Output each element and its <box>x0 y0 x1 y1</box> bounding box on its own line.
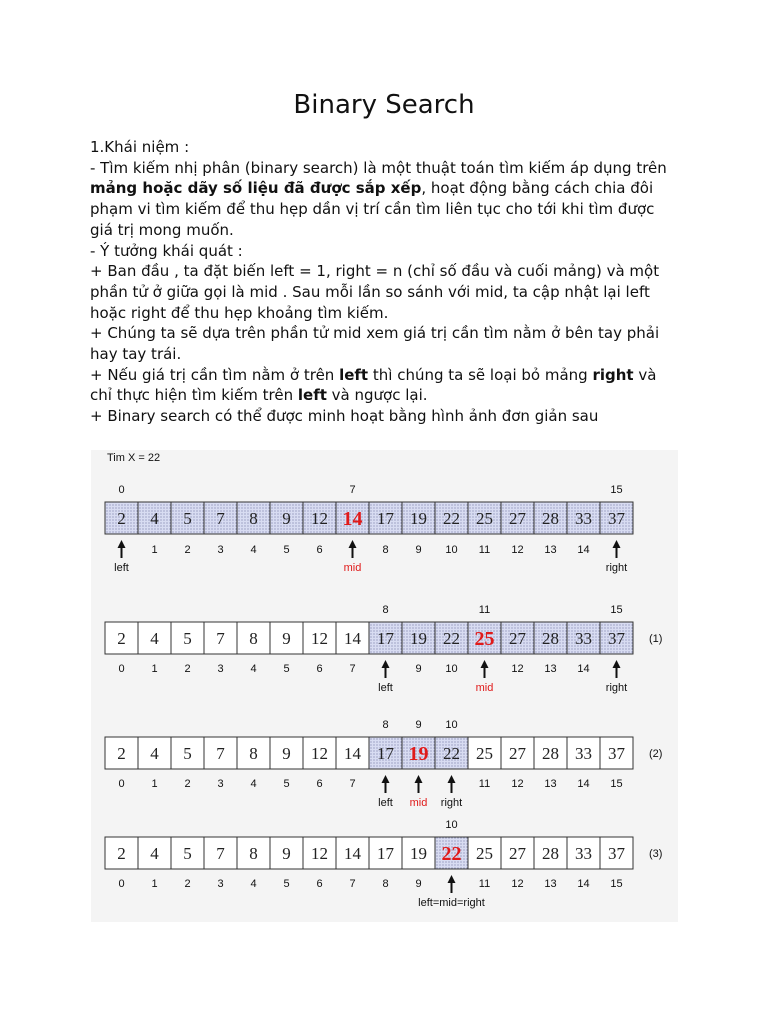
pointer-arrow-head <box>349 540 357 548</box>
text-line <box>90 158 690 179</box>
index-label: 1 <box>151 778 158 790</box>
cell-value: 14 <box>344 629 361 648</box>
index-label: 5 <box>283 778 290 790</box>
cell-value: 7 <box>216 744 225 763</box>
cell-value: 8 <box>249 744 258 763</box>
cell-value: 33 <box>575 844 592 863</box>
cell-value: 27 <box>509 744 526 763</box>
text-line <box>90 178 690 199</box>
cell-value: 37 <box>608 629 625 648</box>
cell-value: 27 <box>509 844 526 863</box>
cell-value: 17 <box>377 509 394 528</box>
text-segment: hoặc right để thu hẹp khoảng tìm kiếm. <box>90 303 389 322</box>
pointer-index-label: 8 <box>382 719 389 731</box>
cell-value: 22 <box>443 509 460 528</box>
pointer-arrow-head <box>448 775 456 783</box>
index-label: 3 <box>217 663 224 675</box>
cell-value: 37 <box>608 844 625 863</box>
cell-value: 28 <box>542 744 559 763</box>
text-segment: , hoạt động bằng cách chia đôi <box>421 179 654 198</box>
index-label: 0 <box>118 778 125 790</box>
text-line <box>90 303 690 324</box>
index-label: 14 <box>577 663 590 675</box>
cell-value: 2 <box>117 844 126 863</box>
text-segment: + Binary search có thể được minh hoạt bằng hình ảnh đơn giản sau <box>90 407 599 426</box>
index-label: 6 <box>316 778 323 790</box>
index-label: 11 <box>478 544 491 556</box>
index-label: 9 <box>415 878 422 890</box>
bold-text: mảng hoặc dãy số liệu đã được sắp xếp <box>90 179 422 198</box>
index-label: 4 <box>250 544 257 556</box>
text-line <box>90 344 690 365</box>
pointer-index-label: 15 <box>610 604 623 616</box>
pointer-label: mid <box>343 562 362 574</box>
index-label: 2 <box>184 878 191 890</box>
cell-value: 27 <box>509 509 526 528</box>
cell-value: 9 <box>282 844 291 863</box>
index-label: 6 <box>316 878 323 890</box>
cell-value: 8 <box>249 509 258 528</box>
cell-value: 12 <box>311 744 328 763</box>
text-segment: thì chúng ta sẽ loại bỏ mảng <box>368 365 593 384</box>
index-label: 6 <box>316 544 323 556</box>
pointer-label: right <box>440 797 463 809</box>
cell-value: 4 <box>150 629 159 648</box>
cell-value: 25 <box>476 509 493 528</box>
index-label: 13 <box>544 663 557 675</box>
index-label: 15 <box>610 778 623 790</box>
cell-value: 2 <box>117 629 126 648</box>
cell-value: 4 <box>150 744 159 763</box>
index-label: 4 <box>250 778 257 790</box>
text-line <box>90 282 690 303</box>
index-label: 11 <box>478 878 491 890</box>
pointer-label: mid <box>475 682 494 694</box>
index-label: 1 <box>151 878 158 890</box>
text-line <box>90 406 690 427</box>
pointer-index-label: 8 <box>382 604 389 616</box>
cell-value: 17 <box>377 744 394 763</box>
step-label: (1) <box>649 633 663 645</box>
index-label: 14 <box>577 778 590 790</box>
text-segment: 1.Khái niệm : <box>90 138 190 156</box>
pointer-arrow-head <box>415 775 423 783</box>
cell-value: 14 <box>344 844 361 863</box>
index-label: 13 <box>544 878 557 890</box>
cell-value: 2 <box>117 744 126 763</box>
index-label: 8 <box>382 544 389 556</box>
binary-search-diagram <box>91 450 678 922</box>
index-label: 5 <box>283 544 290 556</box>
cell-value: 25 <box>476 744 493 763</box>
index-label: 3 <box>217 778 224 790</box>
cell-value: 19 <box>410 509 427 528</box>
cell-value: 37 <box>608 744 625 763</box>
cell-value: 28 <box>542 844 559 863</box>
index-label: 9 <box>415 663 422 675</box>
text-line <box>90 365 690 386</box>
bold-text: left <box>297 386 327 405</box>
step-label: (2) <box>649 748 663 760</box>
cell-value: 22 <box>443 744 460 763</box>
index-label: 7 <box>349 663 356 675</box>
index-label: 12 <box>511 778 524 790</box>
index-label: 3 <box>217 878 224 890</box>
index-label: 0 <box>118 663 125 675</box>
cell-value: 14 <box>344 744 361 763</box>
pointer-arrow-head <box>613 540 621 548</box>
cell-value: 17 <box>377 629 394 648</box>
index-label: 12 <box>511 663 524 675</box>
pointer-index-label: 11 <box>478 604 491 616</box>
cell-value: 7 <box>216 509 225 528</box>
index-label: 7 <box>349 878 356 890</box>
pointer-index-label: 15 <box>610 484 623 496</box>
cell-value: 8 <box>249 629 258 648</box>
cell-value: 4 <box>150 509 159 528</box>
cell-value: 4 <box>150 844 159 863</box>
cell-value: 5 <box>183 629 192 648</box>
pointer-arrow-head <box>382 660 390 668</box>
text-segment: phạm vi tìm kiếm để thu hẹp dần vị trí cần tìm liên tục cho tới khi tìm được <box>90 200 655 219</box>
text-line <box>90 241 690 262</box>
cell-value: 17 <box>377 844 394 863</box>
index-label: 7 <box>349 778 356 790</box>
cell-value: 5 <box>183 509 192 528</box>
mid-value: 25 <box>474 628 495 650</box>
cell-value: 7 <box>216 844 225 863</box>
page-title: Binary Search <box>293 90 475 120</box>
text-segment: giá trị mong muốn. <box>90 220 234 239</box>
index-label: 6 <box>316 663 323 675</box>
text-segment: - Tìm kiếm nhị phân (binary search) là một thuật toán tìm kiếm áp dụng trên <box>90 158 667 177</box>
text-segment: và ngược lại. <box>326 386 428 405</box>
cell-value: 9 <box>282 629 291 648</box>
cell-value: 28 <box>542 509 559 528</box>
text-segment: chỉ thực hiện tìm kiếm trên <box>90 386 298 405</box>
index-label: 13 <box>544 544 557 556</box>
cell-value: 5 <box>183 744 192 763</box>
cell-value: 12 <box>311 629 328 648</box>
index-label: 3 <box>217 544 224 556</box>
cell-value: 25 <box>476 844 493 863</box>
cell-value: 22 <box>443 629 460 648</box>
index-label: 10 <box>445 663 458 675</box>
cell-value: 33 <box>575 509 592 528</box>
cell-value: 33 <box>575 629 592 648</box>
pointer-label: left <box>114 562 129 574</box>
text-segment: - Ý tưởng khái quát : <box>90 241 243 260</box>
mid-value: 19 <box>408 743 429 765</box>
text-line <box>90 385 690 406</box>
pointer-label: left=mid=right <box>418 897 485 909</box>
index-label: 2 <box>184 663 191 675</box>
pointer-index-label: 9 <box>415 719 422 731</box>
text-segment: + Ban đầu , ta đặt biến left = 1, right = n (chỉ số đầu và cuối mảng) và một <box>90 262 660 281</box>
index-label: 0 <box>118 878 125 890</box>
index-label: 10 <box>445 544 458 556</box>
pointer-arrow-head <box>613 660 621 668</box>
cell-value: 19 <box>410 629 427 648</box>
cell-value: 19 <box>410 844 427 863</box>
text-line <box>90 137 690 158</box>
index-label: 13 <box>544 778 557 790</box>
index-label: 5 <box>283 878 290 890</box>
pointer-index-label: 0 <box>118 484 125 496</box>
cell-value: 27 <box>509 629 526 648</box>
index-label: 14 <box>577 878 590 890</box>
cell-value: 33 <box>575 744 592 763</box>
cell-value: 12 <box>311 509 328 528</box>
text-line <box>90 199 690 220</box>
pointer-label: mid <box>409 797 428 809</box>
pointer-arrow-head <box>481 660 489 668</box>
pointer-arrow-head <box>382 775 390 783</box>
pointer-index-label: 7 <box>349 484 356 496</box>
pointer-index-label: 10 <box>445 719 458 731</box>
index-label: 14 <box>577 544 590 556</box>
step-label: (3) <box>649 848 663 860</box>
mid-value: 14 <box>342 508 363 530</box>
text-segment: + Nếu giá trị cần tìm nằm ở trên <box>90 365 340 384</box>
index-label: 1 <box>151 663 158 675</box>
body-text <box>90 137 690 427</box>
index-label: 4 <box>250 663 257 675</box>
cell-value: 5 <box>183 844 192 863</box>
cell-value: 12 <box>311 844 328 863</box>
text-line <box>90 220 690 241</box>
index-label: 1 <box>151 544 158 556</box>
pointer-arrow-head <box>448 875 456 883</box>
index-label: 12 <box>511 544 524 556</box>
index-label: 4 <box>250 878 257 890</box>
pointer-label: left <box>378 682 393 694</box>
text-segment: + Chúng ta sẽ dựa trên phần tử mid xem giá trị cần tìm nằm ở bên tay phải <box>90 324 660 343</box>
cell-value: 7 <box>216 629 225 648</box>
index-label: 15 <box>610 878 623 890</box>
index-label: 2 <box>184 544 191 556</box>
pointer-label: right <box>605 682 628 694</box>
text-segment: hay tay trái. <box>90 345 182 364</box>
text-line <box>90 323 690 344</box>
text-line <box>90 261 690 282</box>
bold-text: left <box>339 365 369 384</box>
text-segment: phần tử ở giữa gọi là mid . Sau mỗi lần so sánh với mid, ta cập nhật lại left <box>90 282 650 301</box>
index-label: 5 <box>283 663 290 675</box>
index-label: 8 <box>382 878 389 890</box>
cell-value: 9 <box>282 509 291 528</box>
pointer-label: left <box>378 797 393 809</box>
index-label: 2 <box>184 778 191 790</box>
cell-value: 8 <box>249 844 258 863</box>
pointer-index-label: 10 <box>445 819 458 831</box>
bold-text: right <box>592 365 634 384</box>
index-label: 12 <box>511 878 524 890</box>
pointer-label: right <box>605 562 628 574</box>
index-label: 11 <box>478 778 491 790</box>
pointer-arrow-head <box>118 540 126 548</box>
index-label: 9 <box>415 544 422 556</box>
cell-value: 2 <box>117 509 126 528</box>
cell-value: 9 <box>282 744 291 763</box>
cell-value: 28 <box>542 629 559 648</box>
binary-search-figure <box>91 450 678 922</box>
cell-value: 37 <box>608 509 625 528</box>
mid-value: 22 <box>441 843 462 865</box>
search-target-label: Tim X = 22 <box>107 452 161 464</box>
text-segment: và <box>633 365 657 384</box>
